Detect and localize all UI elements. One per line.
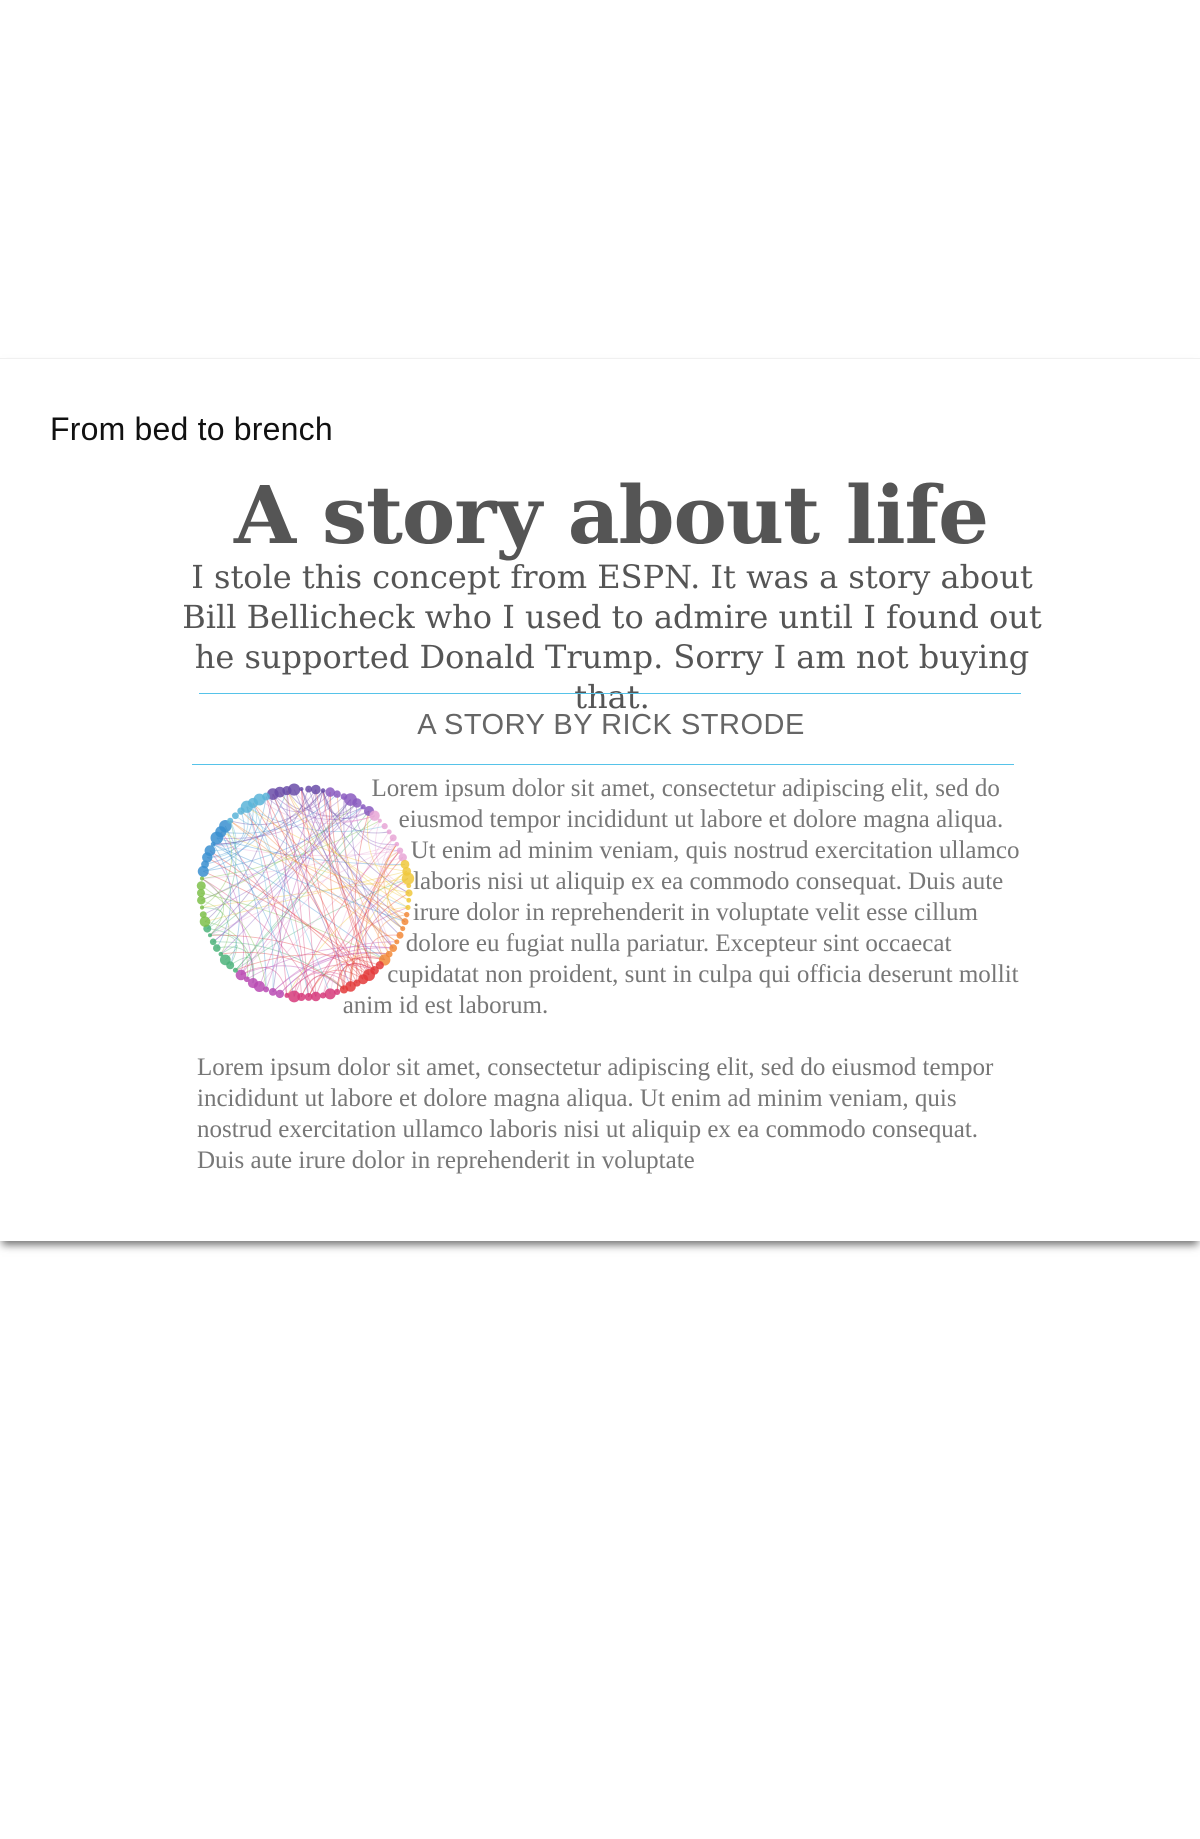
network-node [299, 787, 303, 791]
network-graph-image [193, 773, 417, 1005]
network-node [397, 932, 404, 939]
network-node [389, 944, 397, 952]
network-node [406, 898, 411, 903]
network-node [320, 992, 326, 998]
network-node [227, 818, 233, 824]
divider-bottom [192, 764, 1014, 765]
network-node [233, 968, 238, 973]
network-node [200, 911, 207, 918]
article-deck: I stole this concept from ESPN. It was a story about Bill Bellicheck who I used to admire until I found out he supported Donald Trump. Sorry I am not buying that. [182, 558, 1042, 716]
network-node [305, 993, 313, 1001]
network-node [369, 811, 379, 821]
network-node [325, 787, 335, 797]
network-node [210, 939, 217, 946]
network-node [395, 842, 400, 847]
network-node [213, 944, 221, 952]
network-node [400, 926, 405, 931]
article-byline: A STORY BY RICK STRODE [417, 709, 805, 741]
network-node [288, 783, 300, 795]
network-node [394, 939, 399, 944]
article-paragraph-2: Lorem ipsum dolor sit amet, consectetur adipiscing elit, sed do eiusmod tempor incididunt ut labore et dolore magna aliqua. Ut enim ad minim veniam, quis nostrud exercitation ullamco laboris nisi ut aliquip ex ea commodo consequat. Duis aute irure dolor in reprehenderit in voluptate [197, 1054, 994, 1174]
network-node [390, 834, 397, 841]
article-body [197, 773, 1027, 1207]
network-node [406, 883, 411, 888]
network-node [404, 912, 409, 917]
network-node [219, 952, 224, 957]
network-node [305, 786, 312, 793]
network-node [397, 847, 403, 853]
article-kicker: From bed to brench [50, 411, 333, 447]
article-card [0, 358, 1200, 1241]
network-node [276, 990, 284, 998]
network-node [205, 845, 216, 856]
network-node [269, 988, 277, 996]
network-node [208, 933, 212, 937]
network-node [288, 991, 300, 1003]
network-node [311, 992, 321, 1002]
network-node [200, 916, 211, 927]
network-node [200, 905, 204, 909]
article-headline: A story about life [234, 468, 988, 562]
network-node [405, 889, 412, 896]
network-node [333, 790, 340, 797]
network-node [321, 788, 326, 793]
network-node [284, 993, 289, 998]
network-node [401, 918, 408, 925]
network-node [232, 812, 239, 819]
network-node [200, 876, 204, 880]
article-paragraph-1: Lorem ipsum dolor sit amet, consectetur adipiscing elit, sed do eiusmod tempor incididunt ut labore et dolore magna aliqua. Ut enim ad minim veniam, quis nostrud exercitation ullamco laboris nisi ut aliquip ex ea commodo consequat. Duis aute irure dolor in reprehenderit in voluptate velit esse cillum dolore eu fugiat nulla pariatur. Excepteur sint occaecat cupidatat non proident, sunt in culpa qui officia deserunt mollit anim id est laborum. [342, 775, 1020, 1019]
network-node [325, 988, 336, 999]
network-node [405, 905, 410, 910]
network-node [387, 829, 392, 834]
network-node [352, 798, 361, 807]
network-node [378, 819, 382, 823]
network-graph-icon [193, 773, 417, 1005]
network-node [262, 793, 270, 801]
network-node [311, 785, 321, 795]
network-node [382, 823, 388, 829]
divider-top [199, 693, 1021, 694]
network-node [197, 896, 205, 904]
network-node [197, 881, 206, 890]
